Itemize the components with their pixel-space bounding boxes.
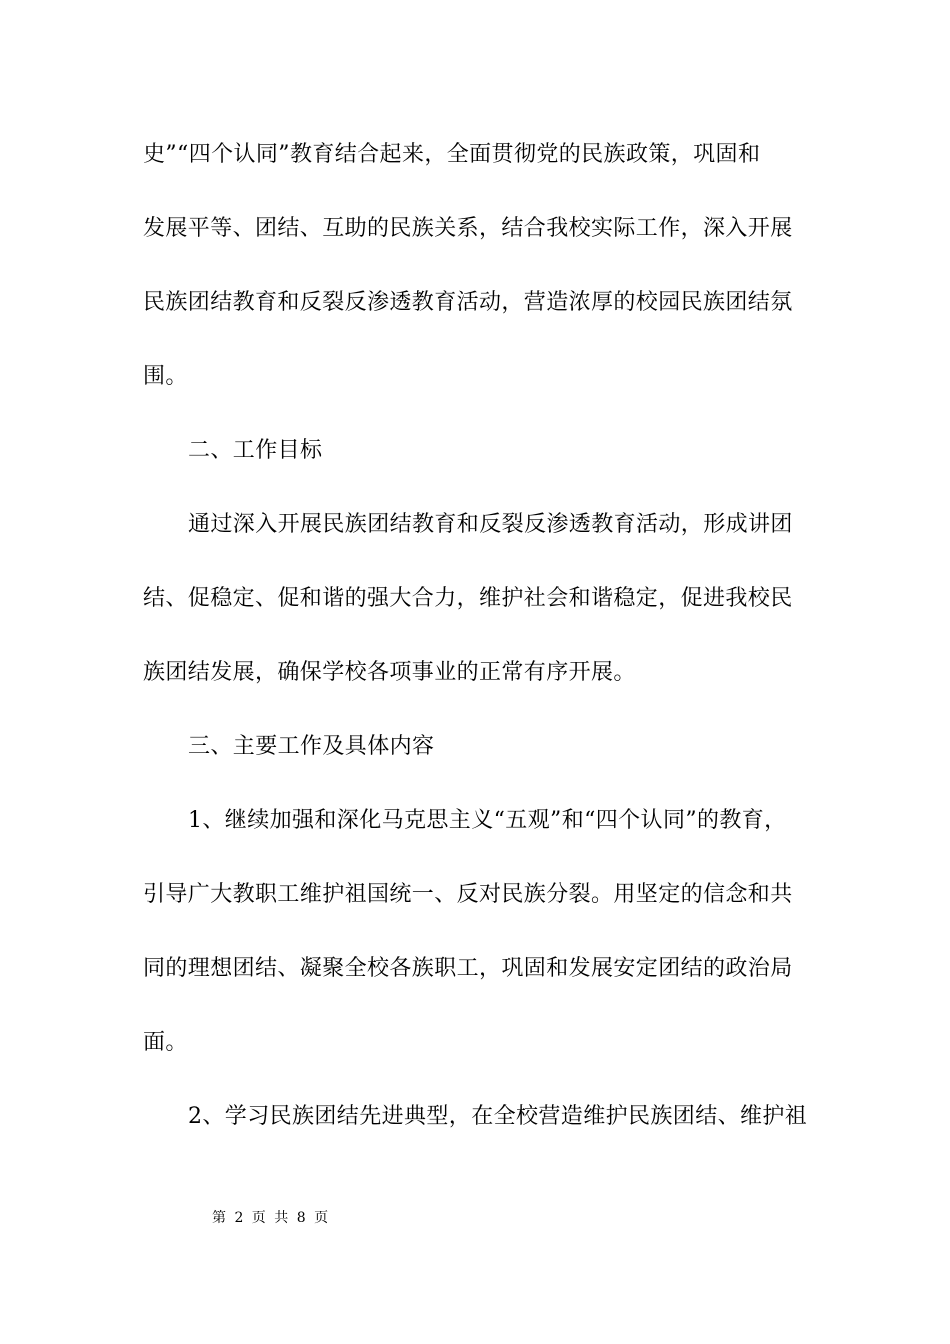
section-heading: 三、主要工作及具体内容 [188,734,435,759]
text-line: 面。 [143,1030,188,1055]
text-line: 通过深入开展民族团结教育和反裂反渗透教育活动，形成讲团 [188,512,793,537]
section-heading: 二、工作目标 [188,438,323,463]
text-line: 民族团结教育和反裂反渗透教育活动，营造浓厚的校园民族团结氛 [143,290,793,315]
page-footer [0,1208,950,1228]
text-line: 引导广大教职工维护祖国统一、反对民族分裂。用坚定的信念和共 [143,882,793,907]
text-line: 同的理想团结、凝聚全校各族职工，巩固和发展安定团结的政治局 [143,956,793,981]
text-line: 结、促稳定、促和谐的强大合力，维护社会和谐稳定，促进我校民 [143,586,793,611]
text-line: 发展平等、团结、互助的民族关系，结合我校实际工作，深入开展 [143,216,793,241]
text-line: 2、学习民族团结先进典型，在全校营造维护民族团结、维护祖 [188,1104,808,1129]
text-line: 1、继续加强和深化马克思主义“五观”和“四个认同”的教育， [188,808,787,833]
text-line: 史”“四个认同”教育结合起来，全面贯彻党的民族政策，巩固和 [143,142,761,167]
text-line: 族团结发展，确保学校各项事业的正常有序开展。 [143,660,636,685]
page-number-label: 第 2 页 共 8 页 [212,1210,331,1226]
text-line: 围。 [143,364,188,389]
